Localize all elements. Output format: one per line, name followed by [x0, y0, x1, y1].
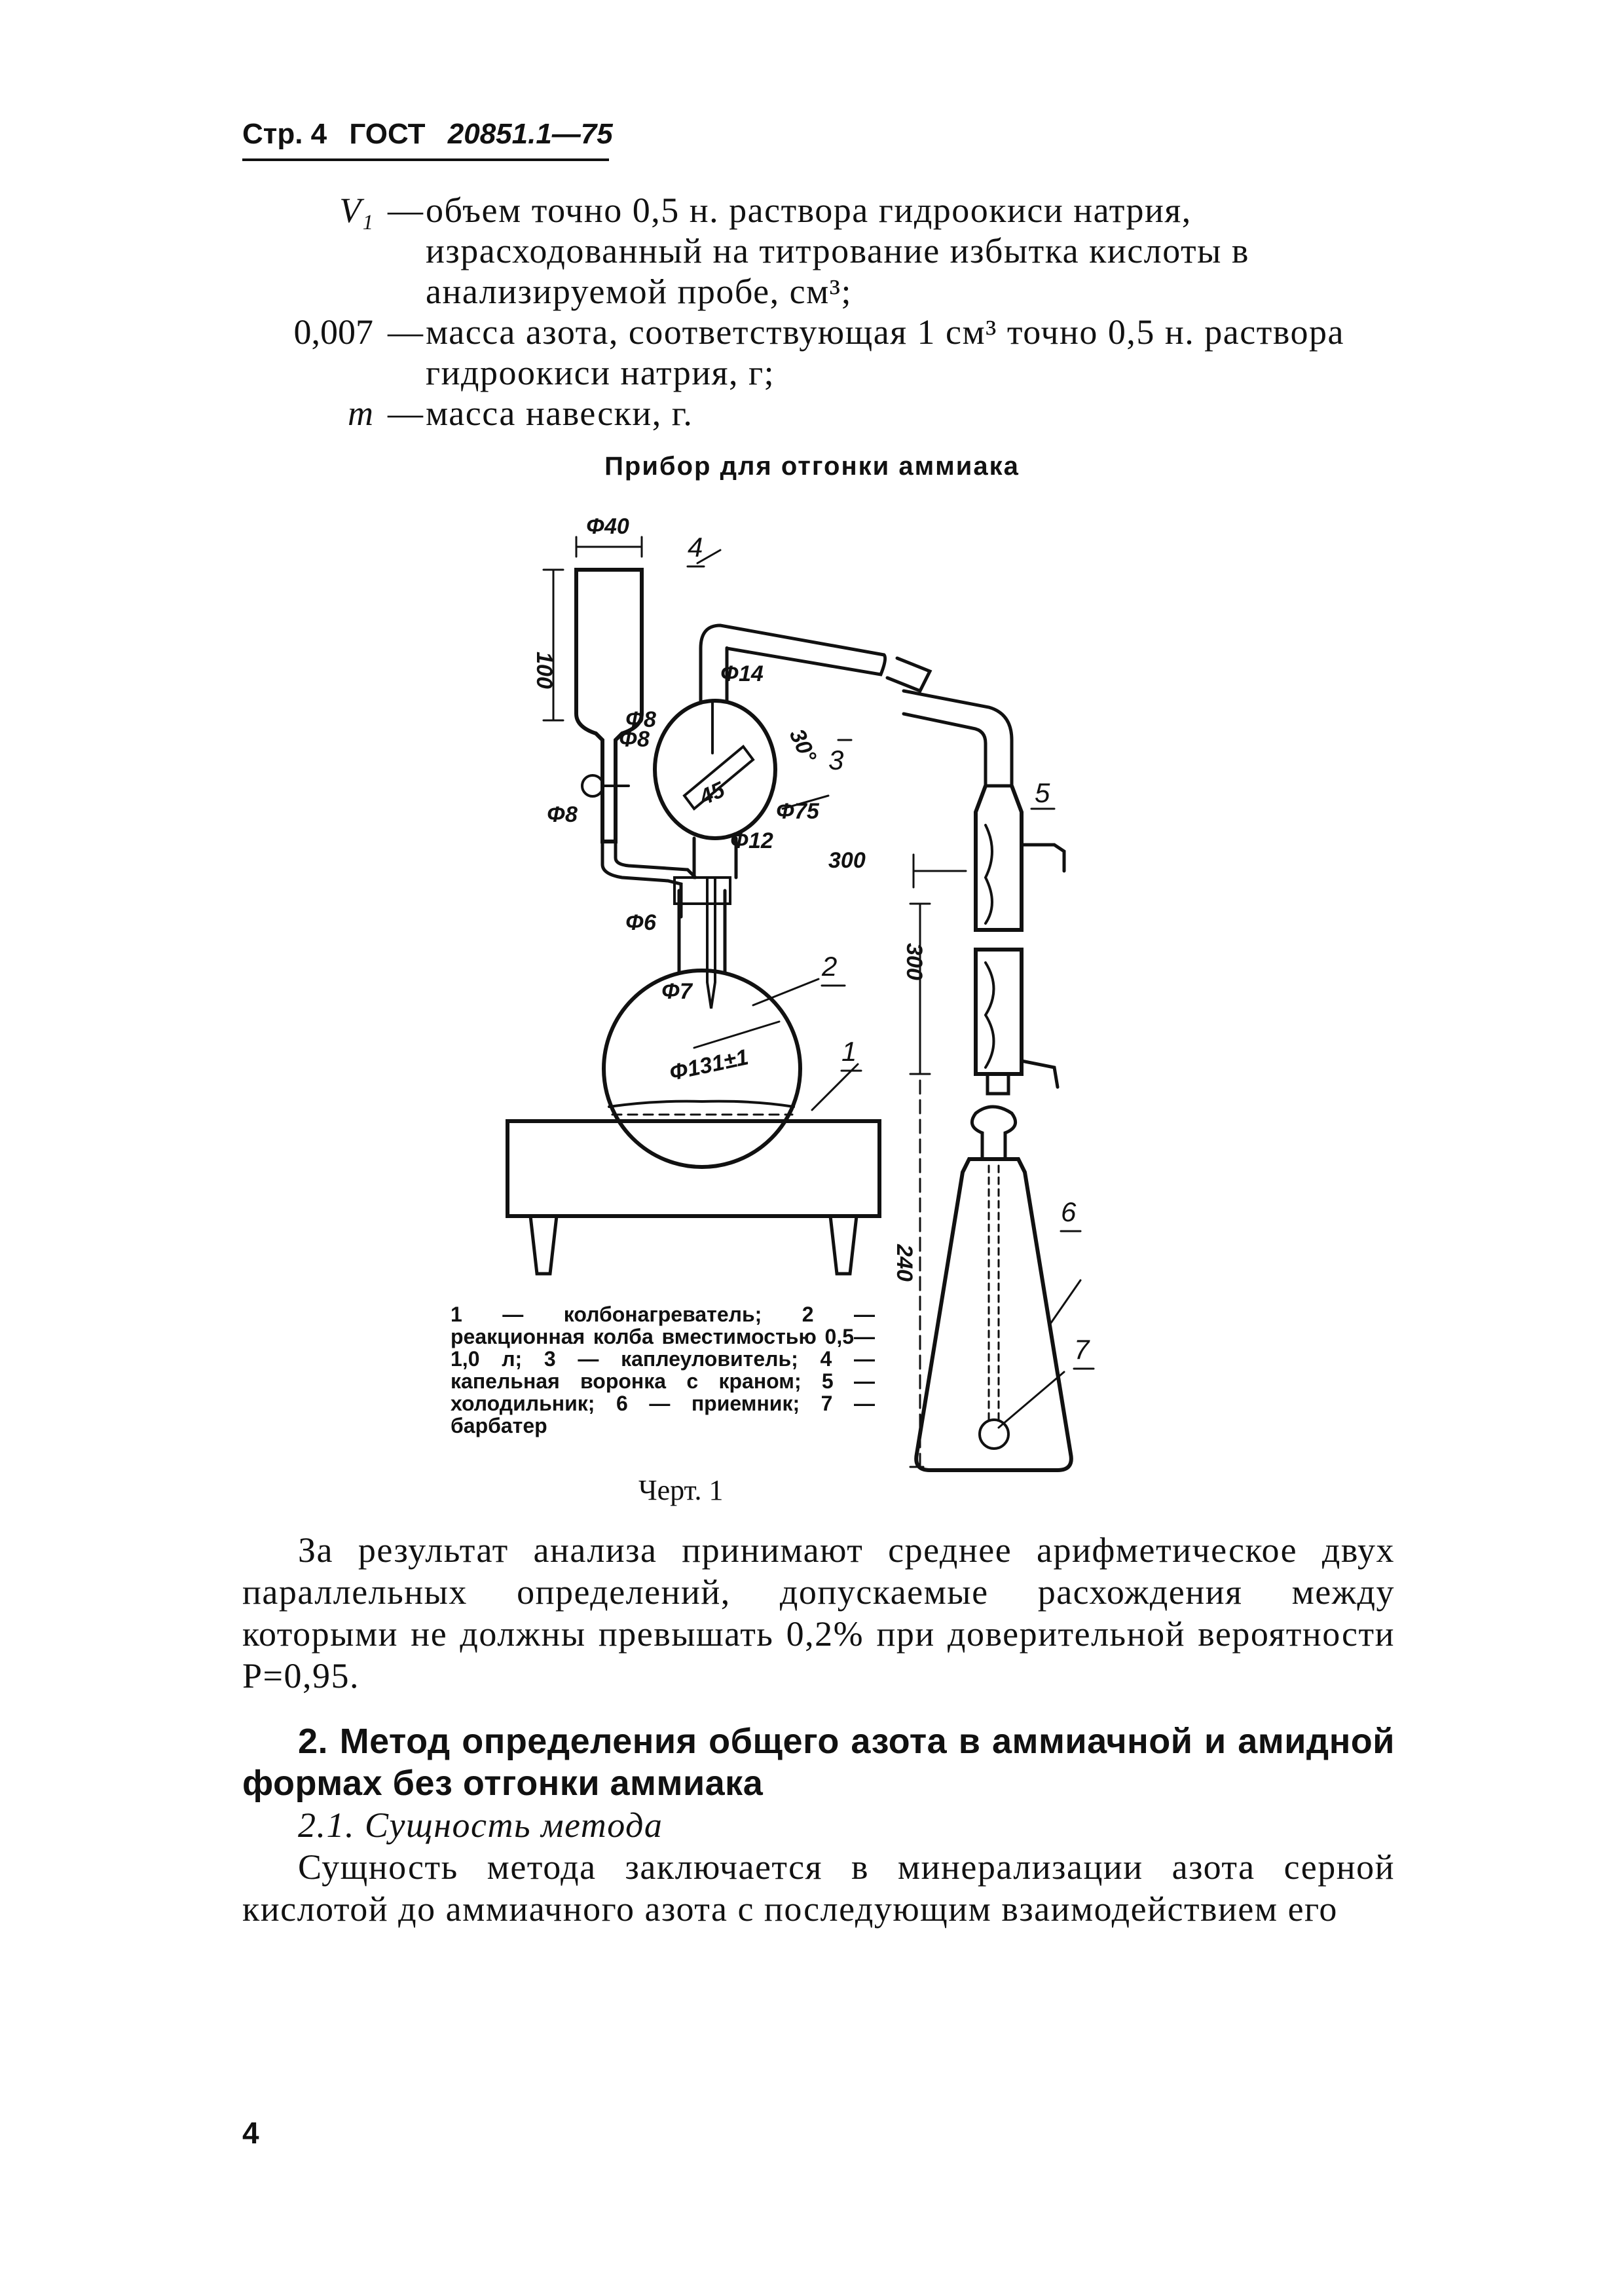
dim-l240: 240 [892, 1244, 917, 1282]
essence-paragraph: Сущность метода заключается в минерализации азота серной кислотой до аммиачного азота с последующим взаимодействием его [242, 1847, 1395, 1929]
dim-d8b: Φ8 [619, 727, 650, 752]
page-number: 4 [242, 2116, 259, 2150]
figure-title: Прибор для отгонки аммиака [604, 452, 1020, 481]
delivery-tube [701, 625, 1012, 786]
callout-1: 1 [841, 1036, 857, 1067]
result-paragraph: За результат анализа принимают среднее арифметическое двух параллельных определений, допускаемые расхождения между которыми не должны превышать 0,2% при доверительной вероятности P=0,95. [242, 1530, 1395, 1695]
callout-3: 3 [828, 745, 844, 775]
dim-d131: Φ131±1 [667, 1045, 751, 1086]
figure-legend: 1 — колбонагреватель; 2 — реакционная колба вместимостью 0,5—1,0 л; 3 — каплеуловитель; 4 — капельная воронка с краном; 5 — холодильник; 6 — приемник; 7 — барбатер [451, 1303, 875, 1437]
definition-dash: — [388, 394, 423, 433]
dim-d12: Φ12 [730, 828, 773, 853]
callout-2: 2 [822, 951, 838, 982]
dim-d75: Φ75 [776, 799, 819, 824]
definition-dash: — [388, 312, 423, 352]
dim-l300a: 300 [828, 848, 866, 873]
definition-symbol: 0,007 [293, 312, 373, 352]
definition-symbol: m [348, 394, 373, 433]
callout-4: 4 [688, 532, 703, 563]
dim-d8a: Φ8 [625, 707, 656, 732]
condenser [976, 786, 1064, 1094]
dim-d6: Φ6 [625, 910, 656, 935]
figure-caption: Черт. 1 [638, 1474, 724, 1506]
callout-7: 7 [1074, 1334, 1090, 1365]
body-text [242, 1529, 1395, 1930]
standard-number: 20851.1—75 [447, 118, 613, 150]
definition-symbol: V₁ [339, 191, 373, 230]
dim-angle: 30° [784, 725, 821, 766]
heater-block [507, 1121, 879, 1274]
definition-text: масса азота, соответствующая 1 см³ точно 0,5 н. раствора гидроокиси натрия, г; [426, 312, 1344, 392]
dim-d40: Φ40 [586, 514, 629, 539]
page-label: Стр. 4 [242, 118, 327, 150]
definition-dash: — [388, 191, 423, 230]
subsection-heading: 2.1. Сущность метода [298, 1805, 663, 1845]
receiver-flask [916, 1107, 1071, 1470]
dim-l45: 45 [695, 777, 729, 811]
dim-h100: 100 [532, 652, 557, 689]
section-heading: 2. Метод определения общего азота в аммиачной и амидной формах без отгонки аммиака [242, 1722, 1395, 1803]
dim-d8c: Φ8 [547, 802, 578, 827]
definition-text: масса навески, г. [426, 394, 693, 433]
definition-text: объем точно 0,5 н. раствора гидроокиси натрия, израсходованный на титрование избытка кислоты в анализируемой пробе, см³; [426, 191, 1249, 311]
dim-d7: Φ7 [661, 979, 692, 1004]
callout-5: 5 [1035, 777, 1050, 808]
dim-d14: Φ14 [720, 661, 764, 686]
standard-label: ГОСТ [349, 118, 426, 150]
dim-l300b: 300 [902, 943, 927, 980]
callout-6: 6 [1061, 1196, 1077, 1227]
